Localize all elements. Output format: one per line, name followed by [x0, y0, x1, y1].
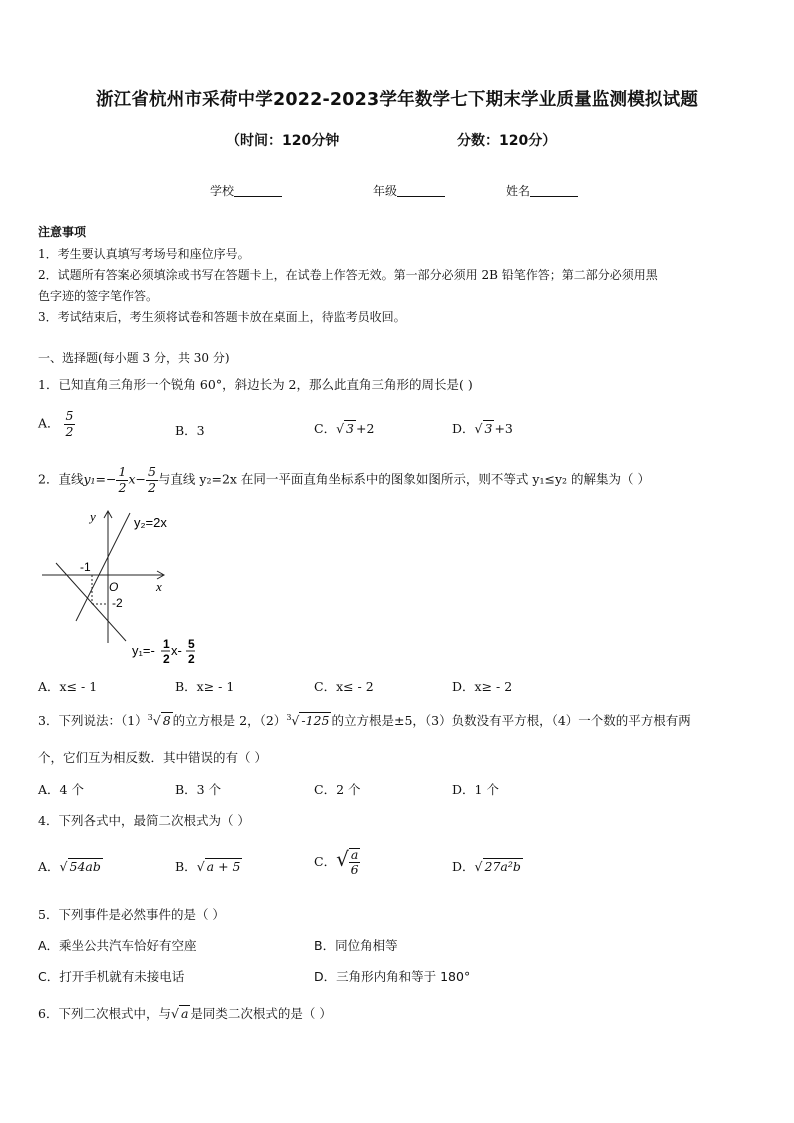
frac-den: 2 [188, 652, 195, 665]
q4-stem: 4．下列各式中，最简二次根式为（ ） [38, 813, 250, 828]
line-y1-label-b: x- [171, 643, 182, 658]
q1-option-a[interactable] [38, 410, 75, 438]
tick-x-label: -1 [80, 560, 91, 574]
q3-option-a[interactable]: A．4 个 [38, 782, 84, 797]
notice-item: 色字迹的签字笔作答。 [38, 289, 159, 303]
frac-num: 5 [188, 637, 195, 651]
q1-option-b[interactable]: B．3 [175, 423, 205, 438]
grade-blank[interactable] [397, 184, 445, 197]
name-blank[interactable] [530, 184, 578, 197]
option-label: B． [175, 859, 197, 874]
expr-tail: +3 [494, 421, 513, 436]
q2-option-a[interactable]: A．x≤ - 1 [38, 679, 98, 694]
radicand: a [180, 1006, 189, 1021]
name-label: 姓名 [506, 184, 531, 198]
sqrt-symbol: √ [170, 1006, 179, 1021]
q2-graph [38, 503, 208, 665]
school-field[interactable] [210, 182, 282, 199]
notice-item: 2．试题所有答案必须填涂或书写在答题卡上，在试卷上作答无效。第一部分必须用 2B 铅笔作答；第二部分必须用黑 [38, 268, 658, 282]
q1-option-d[interactable] [452, 419, 513, 437]
q1-option-c[interactable] [314, 419, 374, 437]
q4-option-c[interactable] [314, 847, 360, 877]
root-index: 3 [286, 712, 292, 722]
exam-title: 浙江省杭州市采荷中学2022-2023学年数学七下期末学业质量监测模拟试题 [95, 90, 699, 110]
sqrt-symbol: √ [474, 421, 483, 436]
root-symbol: √ [291, 713, 300, 728]
exam-score: 分数：120分） [457, 133, 557, 149]
root-index: 3 [147, 712, 153, 722]
notice-item: 1．考生要认真填写考场号和座位序号。 [38, 247, 250, 261]
q5-option-a[interactable]: A．乘坐公共汽车恰好有空座 [38, 938, 197, 953]
sqrt-symbol: √ [336, 421, 345, 436]
fraction: $\frac{1}{2}$ [118, 464, 127, 495]
section-heading: 一、选择题(每小题 3 分，共 30 分) [38, 351, 230, 365]
origin-label: O [109, 580, 119, 594]
sqrt-symbol: √ [196, 859, 205, 874]
option-label: D． [452, 859, 475, 874]
q2-option-c[interactable]: C．x≤ - 2 [314, 679, 374, 694]
q4-option-d[interactable] [452, 857, 523, 875]
grade-field[interactable] [373, 182, 445, 199]
frac-num: 1 [163, 637, 170, 651]
q3-option-d[interactable]: D．1 个 [452, 782, 499, 797]
q1-stem: 1．已知直角三角形一个锐角 60°，斜边长为 2，那么此直角三角形的周长是( ) [38, 377, 473, 392]
radicand: a + 5 [206, 859, 241, 874]
q4-option-a[interactable] [38, 857, 103, 875]
radicand: 27a²b [484, 859, 521, 874]
q3-stem-line1: 3．下列说法：$(1)^3√$ 8 的立方根是 2，$(2)^3√$ -125 的立方根是±5，（3）负数没有平方根，（4）一个数的平方根有两 [38, 712, 691, 728]
option-label: C． [314, 854, 337, 869]
line-y1-label-a: y₁=- [132, 643, 155, 658]
radicand: 54ab [69, 859, 101, 874]
q2-option-d[interactable]: D．x≥ - 2 [452, 679, 513, 694]
fraction: $\frac{5}{2}$ [65, 408, 74, 439]
q5-stem: 5．下列事件是必然事件的是（ ） [38, 907, 225, 922]
name-field[interactable] [506, 182, 578, 199]
expr-tail: +2 [356, 421, 375, 436]
fraction: $\frac{5}{2}$ [147, 464, 156, 495]
sqrt-symbol: √ [474, 859, 483, 874]
school-label: 学校 [210, 184, 235, 198]
q5-option-c[interactable]: C．打开手机就有未接电话 [38, 969, 185, 984]
sqrt-symbol: √ [59, 859, 68, 874]
q3-option-b[interactable]: B．3 个 [175, 782, 222, 797]
fraction: $\frac{a}{6}$ [350, 846, 359, 877]
y-axis-label: y [90, 509, 96, 524]
q3-stem-line2: 个，它们互为相反数．其中错误的有（ ） [38, 750, 267, 765]
frac-den: 2 [163, 652, 170, 665]
q5-option-b[interactable]: B．同位角相等 [314, 938, 398, 953]
q4-option-b[interactable] [175, 857, 242, 875]
radicand: 3 [484, 421, 493, 436]
option-label: D． [452, 421, 475, 436]
q2-stem: 2．直线y₁=− $\frac{1}{2}$ x− $\frac{5}{2}$ 与直线 y₂=2x 在同一平面直角坐标系中的图象如图所示，则不等式 y₁≤y₂ 的解集为（ ） [38, 464, 650, 495]
option-label: A． [38, 415, 60, 431]
x-axis-label: x [156, 579, 162, 594]
school-blank[interactable] [234, 184, 282, 197]
q6-stem: 6．下列二次根式中，与√ a 是同类二次根式的是（ ） [38, 1006, 332, 1021]
notice-heading: 注意事项 [38, 225, 87, 239]
q2-option-b[interactable]: B．x≥ - 1 [175, 679, 235, 694]
q3-option-c[interactable]: C．2 个 [314, 782, 361, 797]
grade-label: 年级 [373, 184, 398, 198]
tick-y-label: -2 [112, 596, 123, 610]
root-symbol: √ [152, 713, 161, 728]
line-y2-label: y₂=2x [134, 515, 167, 530]
sqrt-symbol: √ [336, 847, 349, 871]
option-label: C． [314, 421, 337, 436]
option-label: A． [38, 859, 60, 874]
radicand: 3 [346, 421, 354, 436]
notice-item: 3．考试结束后，考生须将试卷和答题卡放在桌面上，待监考员收回。 [38, 310, 406, 324]
exam-time: （时间：120分钟 [226, 133, 340, 149]
q5-option-d[interactable]: D．三角形内角和等于 180° [314, 969, 471, 984]
